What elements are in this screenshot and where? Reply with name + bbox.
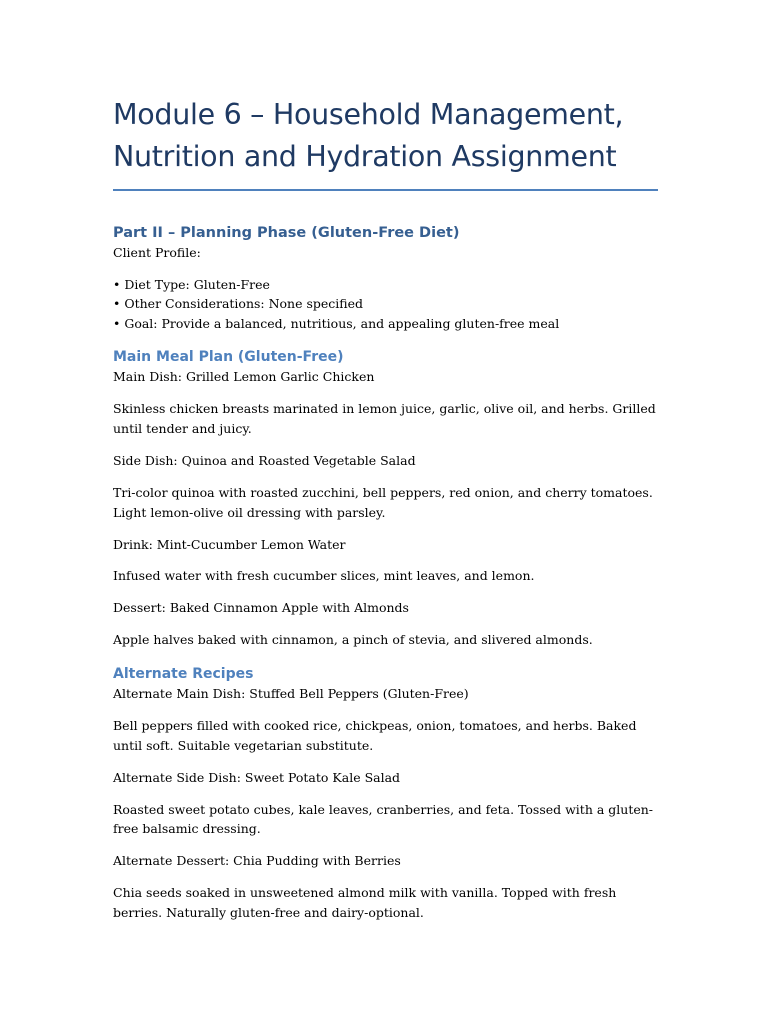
title-underline-rule <box>113 189 658 191</box>
main-dish-label: Main Dish: Grilled Lemon Garlic Chicken <box>113 369 375 385</box>
main-meal-section <box>113 347 658 650</box>
alternate-main-dish-description: Bell peppers filled with cooked rice, chickpeas, onion, tomatoes, and herbs. Baked until soft. Suitable vegetarian substitute. <box>113 718 637 753</box>
drink-description: Infused water with fresh cucumber slices, mint leaves, and lemon. <box>113 568 535 584</box>
main-dish-description: Skinless chicken breasts marinated in lemon juice, garlic, olive oil, and herbs. Grilled until tender and juicy. <box>113 401 656 436</box>
alternate-recipes-section <box>113 664 658 922</box>
profile-bullet-goal: • Goal: Provide a balanced, nutritious, and appealing gluten-free meal <box>113 315 560 331</box>
profile-bullet-diet-type: • Diet Type: Gluten-Free <box>113 276 270 292</box>
main-meal-heading: Main Meal Plan (Gluten-Free) <box>113 349 344 366</box>
title-line-1: Module 6 – Household Management, <box>113 98 624 131</box>
alternate-side-dish-label: Alternate Side Dish: Sweet Potato Kale Salad <box>113 769 401 785</box>
dessert-description: Apple halves baked with cinnamon, a pinch of stevia, and slivered almonds. <box>113 632 593 648</box>
part-heading: Part II – Planning Phase (Gluten-Free Diet) <box>113 225 460 241</box>
side-dish-description: Tri-color quinoa with roasted zucchini, bell peppers, red onion, and cherry tomatoes. Light lemon-olive oil dressing with parsley. <box>113 484 653 520</box>
alternate-side-dish-description: Roasted sweet potato cubes, kale leaves, cranberries, and feta. Tossed with a gluten-free balsamic dressing. <box>113 801 654 837</box>
alternate-main-dish-label: Alternate Main Dish: Stuffed Bell Peppers (Gluten-Free) <box>113 686 469 702</box>
client-profile-label: Client Profile: <box>113 245 201 260</box>
client-profile-list <box>113 275 658 334</box>
alternate-dessert-label: Alternate Dessert: Chia Pudding with Berries <box>113 853 401 869</box>
alternate-recipes-heading: Alternate Recipes <box>113 666 254 683</box>
document-title <box>113 0 658 178</box>
title-line-2: Nutrition and Hydration Assignment <box>113 140 617 173</box>
side-dish-label: Side Dish: Quinoa and Roasted Vegetable Salad <box>113 452 416 468</box>
drink-label: Drink: Mint-Cucumber Lemon Water <box>113 536 346 552</box>
profile-bullet-considerations: • Other Considerations: None specified <box>113 296 364 312</box>
dessert-label: Dessert: Baked Cinnamon Apple with Almonds <box>113 600 409 616</box>
alternate-dessert-description: Chia seeds soaked in unsweetened almond milk with vanilla. Topped with fresh berries. Naturally gluten-free and dairy-optional. <box>113 885 617 920</box>
